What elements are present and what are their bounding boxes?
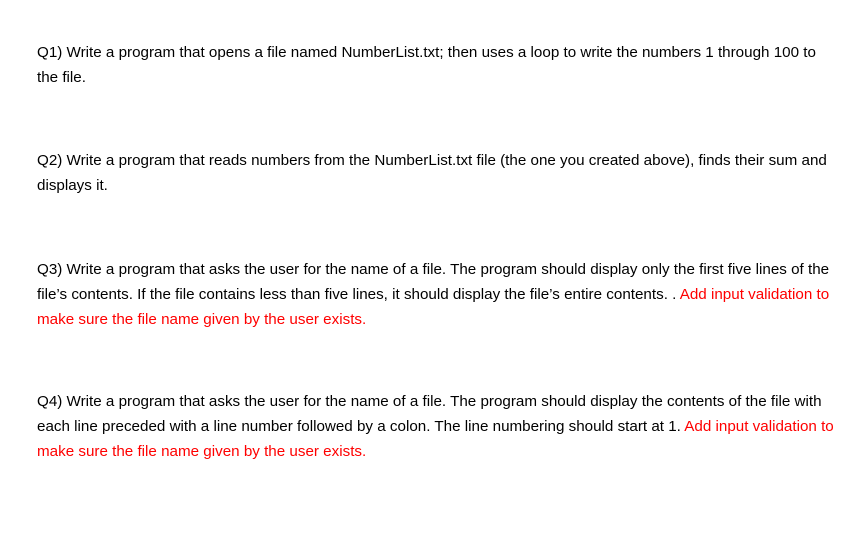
question-1	[37, 40, 837, 90]
question-1-text: Q1) Write a program that opens a file named NumberList.txt; then uses a loop to write the numbers 1 through 100 to the file.	[37, 44, 816, 86]
question-2-text: Q2) Write a program that reads numbers from the NumberList.txt file (the one you created above), finds their sum and displays it.	[37, 152, 827, 194]
question-4	[37, 389, 837, 464]
question-4-validation-note: Add input validation to make sure the file name given by the user exists.	[37, 418, 834, 460]
question-4-text: Q4) Write a program that asks the user for the name of a file. The program should display the contents of the file with each line preceded with a line number followed by a colon. The line numbering should start at 1.	[37, 393, 822, 435]
question-3-validation-note: Add input validation to make sure the file name given by the user exists.	[37, 286, 830, 328]
question-2	[37, 148, 837, 198]
question-3	[37, 257, 837, 332]
question-3-text: Q3) Write a program that asks the user for the name of a file. The program should display only the first five lines of the file’s contents. If the file contains less than five lines, it should display the file’s entire contents. .	[37, 261, 830, 303]
